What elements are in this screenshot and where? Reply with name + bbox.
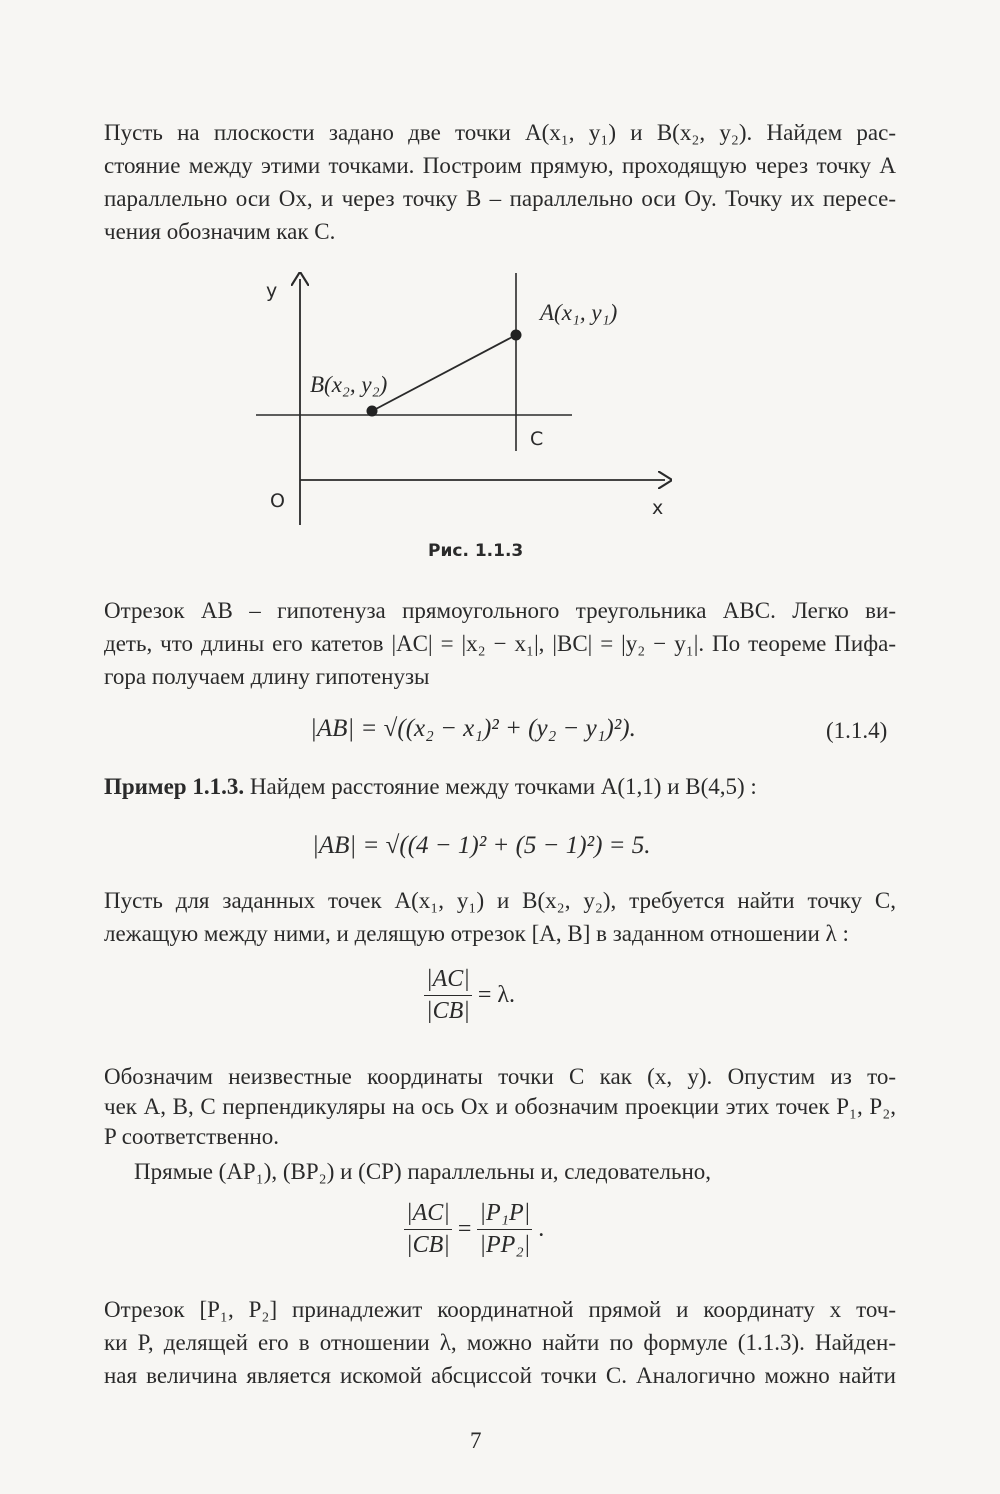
formula-number: (1.1.4) bbox=[826, 718, 888, 743]
ratio-numerator: |AC| bbox=[426, 966, 470, 992]
paragraph-3-line-1: Пусть для заданных точек A(x₁, y₁) и B(x₂, y₂), требуется найти точку C, bbox=[104, 888, 896, 913]
paragraph-1-line-4: чения обозначим как C. bbox=[104, 219, 336, 244]
paragraph-1-line-3: параллельно оси Ox, и через точку B – параллельно оси Oy. Точку их пересе- bbox=[104, 186, 897, 211]
ratio-formula bbox=[424, 966, 515, 1025]
example-text: Найдем расстояние между точками A(1,1) и B(4,5) : bbox=[244, 774, 757, 799]
proportion-end: . bbox=[538, 1216, 545, 1242]
proportion-right-denominator: |PP₂| bbox=[479, 1232, 531, 1258]
proportion-left-numerator: |AC| bbox=[406, 1200, 450, 1226]
proportion-formula bbox=[404, 1200, 544, 1259]
ratio-rhs: = λ. bbox=[477, 982, 516, 1008]
origin-label: O bbox=[270, 490, 285, 512]
paragraph-4-line-1: Обозначим неизвестные координаты точки C как (x, y). Опустим из то- bbox=[104, 1064, 896, 1089]
paragraph-1-line-1: Пусть на плоскости задано две точки A(x₁, y₁) и B(x₂, y₂). Найдем рас- bbox=[104, 120, 896, 145]
paragraph-3-line-2: лежащую между ними, и делящую отрезок [A, B] в заданном отношении λ : bbox=[104, 921, 849, 946]
paragraph-2-line-2: деть, что длины его катетов |AC| = |x₂ − x₁|, |BC| = |y₂ − y₁|. По теореме Пифа- bbox=[104, 631, 896, 656]
paragraph-4-line-2: чек A, B, C перпендикуляры на ось Ox и обозначим проекции этих точек P₁, P₂, bbox=[104, 1094, 896, 1119]
paragraph-6-line-1: Отрезок [P₁, P₂] принадлежит координатной прямой и координату x точ- bbox=[104, 1297, 896, 1322]
point-b-label: B(x₂, y₂) bbox=[310, 372, 388, 397]
paragraph-2-line-1: Отрезок AB – гипотенуза прямоугольного треугольника ABC. Легко ви- bbox=[104, 598, 896, 623]
proportion-right-bar bbox=[477, 1229, 532, 1230]
paragraph-1-line-2: стояние между этими точками. Построим прямую, проходящую через точку A bbox=[104, 153, 896, 178]
proportion-equals: = bbox=[457, 1216, 472, 1242]
figure-caption: Рис. 1.1.3 bbox=[428, 541, 524, 561]
proportion-right-numerator: |P₁P| bbox=[479, 1200, 531, 1226]
axis-y-label: y bbox=[266, 280, 278, 302]
example-paragraph bbox=[104, 772, 757, 801]
example-formula: |AB| = √((4 − 1)² + (5 − 1)²) = 5. bbox=[312, 832, 651, 859]
paragraph-6-line-2: ки P, делящей его в отношении λ, можно найти по формуле (1.1.3). Найден- bbox=[104, 1330, 896, 1355]
paragraph-6-line-3: ная величина является искомой абсциссой точки C. Аналогично можно найти bbox=[104, 1363, 896, 1388]
example-heading: Пример 1.1.3. bbox=[104, 774, 245, 799]
paragraph-5: Прямые (AP₁), (BP₂) и (CP) параллельны и, следовательно, bbox=[134, 1159, 711, 1184]
paragraph-2-line-3: гора получаем длину гипотенузы bbox=[104, 664, 430, 689]
ratio-denominator: |CB| bbox=[426, 998, 470, 1024]
proportion-left-bar bbox=[404, 1229, 452, 1230]
point-b bbox=[367, 406, 378, 417]
axis-x-label: x bbox=[652, 497, 664, 519]
point-a-label: A(x₁, y₁) bbox=[540, 300, 618, 325]
paragraph-4-line-3: P соответственно. bbox=[104, 1124, 279, 1149]
ratio-fraction-bar bbox=[424, 995, 472, 996]
segment-ab bbox=[372, 335, 516, 411]
page-number: 7 bbox=[470, 1428, 482, 1453]
formula-distance: |AB| = √((x₂ − x₁)² + (y₂ − y₁)²). bbox=[310, 715, 636, 742]
point-c-label: C bbox=[530, 428, 544, 450]
point-a bbox=[511, 330, 522, 341]
coordinate-figure bbox=[240, 265, 680, 535]
proportion-left-denominator: |CB| bbox=[406, 1232, 450, 1258]
